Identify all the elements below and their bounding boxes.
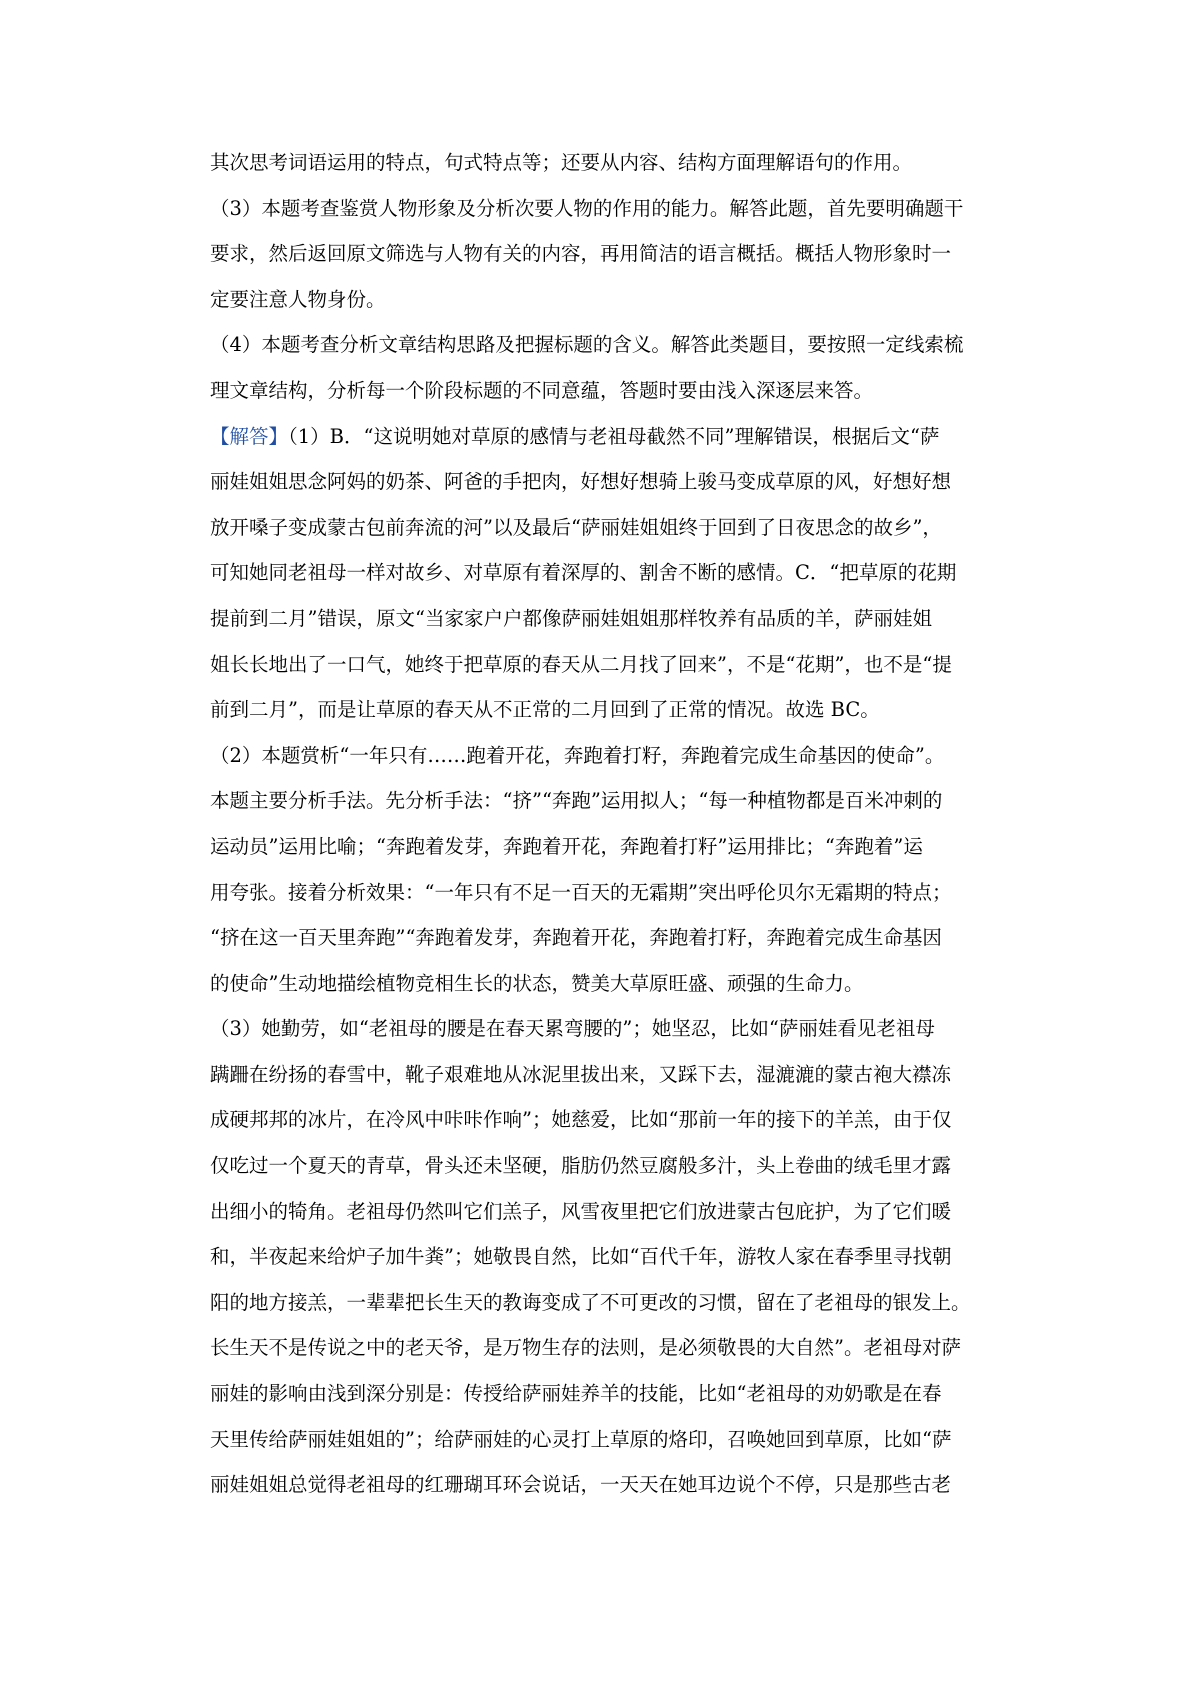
text-line: 仅吃过一个夏天的青草，骨头还未坚硬，脂肪仍然豆腐般多汁，头上卷曲的绒毛里才露 [210, 1154, 952, 1178]
text-line: 阳的地方接羔，一辈辈把长生天的教诲变成了不可更改的习惯，留在了老祖母的银发上。 [210, 1290, 971, 1314]
text-line: （2）本题赏析“一年只有……跑着开花，奔跑着打籽，奔跑着完成生命基因的使命”。 [210, 743, 945, 767]
answer-line [210, 414, 1030, 460]
text-line: 运动员”运用比喻；“奔跑着发芽，奔跑着开花，奔跑着打籽”运用排比；“奔跑着”运 [210, 834, 923, 858]
text-line: 长生天不是传说之中的老天爷，是万物生存的法则，是必须敬畏的大自然”。老祖母对萨 [210, 1336, 961, 1360]
text-line: （3）她勤劳，如“老祖母的腰是在春天累弯腰的”；她坚忍，比如“萨丽娃看见老祖母 [210, 1017, 935, 1041]
text-line: 用夸张。接着分析效果：“一年只有不足一百天的无霜期”突出呼伦贝尔无霜期的特点； [210, 880, 952, 904]
text-line: 丽娃的影响由浅到深分别是：传授给萨丽娃养羊的技能，比如“老祖母的劝奶歌是在春 [210, 1382, 942, 1406]
text-line: 本题主要分析手法。先分析手法：“挤”“奔跑”运用拟人；“每一种植物都是百米冲刺的 [210, 789, 943, 813]
text-line: 放开嗓子变成蒙古包前奔流的河”以及最后“萨丽娃姐姐终于回到了日夜思念的故乡”， [210, 515, 942, 539]
text-line: 理文章结构，分析每一个阶段标题的不同意蕴，答题时要由浅入深逐层来答。 [210, 378, 874, 402]
text-line: 姐长长地出了一口气，她终于把草原的春天从二月找了回来”，不是“花期”，也不是“提 [210, 652, 952, 676]
text-line: 要求，然后返回原文筛选与人物有关的内容，再用简洁的语言概括。概括人物形象时一 [210, 242, 952, 266]
text-line: 出细小的犄角。老祖母仍然叫它们羔子，风雪夜里把它们放进蒙古包庇护，为了它们暖 [210, 1199, 952, 1223]
text-line: “挤在这一百天里奔跑”“奔跑着发芽，奔跑着开花，奔跑着打籽，奔跑着完成生命基因 [210, 926, 942, 950]
text-line: （3）本题考查鉴赏人物形象及分析次要人物的作用的能力。解答此题，首先要明确题干 [210, 196, 964, 220]
text-line: 和，半夜起来给炉子加牛粪”；她敬畏自然，比如“百代千年，游牧人家在春季里寻找朝 [210, 1245, 952, 1269]
text-line: 丽娃姐姐思念阿妈的奶茶、阿爸的手把肉，好想好想骑上骏马变成草原的风，好想好想 [210, 470, 952, 494]
document-page [210, 140, 1030, 1508]
text-line: 成硬邦邦的冰片，在冷风中咔咔作响”；她慈爱，比如“那前一年的接下的羊羔，由于仅 [210, 1108, 952, 1132]
text-line: 的使命”生动地描绘植物竞相生长的状态，赞美大草原旺盛、顽强的生命力。 [210, 971, 864, 995]
text-line: 天里传给萨丽娃姐姐的”；给萨丽娃的心灵打上草原的烙印，召唤她回到草原，比如“萨 [210, 1427, 952, 1451]
text-line: （1）B．“这说明她对草原的感情与老祖母截然不同”理解错误，根据后文“萨 [288, 424, 940, 448]
text-line: （4）本题考查分析文章结构思路及把握标题的含义。解答此类题目，要按照一定线索梳 [210, 333, 964, 357]
text-line: 定要注意人物身份。 [210, 287, 386, 311]
text-line: 提前到二月”错误，原文“当家家户户都像萨丽娃姐姐那样牧养有品质的羊，萨丽娃姐 [210, 606, 932, 630]
text-line: 丽娃姐姐总觉得老祖母的红珊瑚耳环会说话，一天天在她耳边说个不停，只是那些古老 [210, 1473, 952, 1497]
text-line: 其次思考词语运用的特点，句式特点等；还要从内容、结构方面理解语句的作用。 [210, 151, 913, 174]
answer-tag: 【解答】 [210, 424, 289, 448]
text-line: 可知她同老祖母一样对故乡、对草原有着深厚的、割舍不断的感情。C．“把草原的花期 [210, 561, 957, 585]
text-line: 前到二月”，而是让草原的春天从不正常的二月回到了正常的情况。故选 BC。 [210, 698, 880, 722]
text-line: 蹒跚在纷扬的春雪中，靴子艰难地从冰泥里拔出来，又踩下去，湿漉漉的蒙古袍大襟冻 [210, 1062, 952, 1086]
